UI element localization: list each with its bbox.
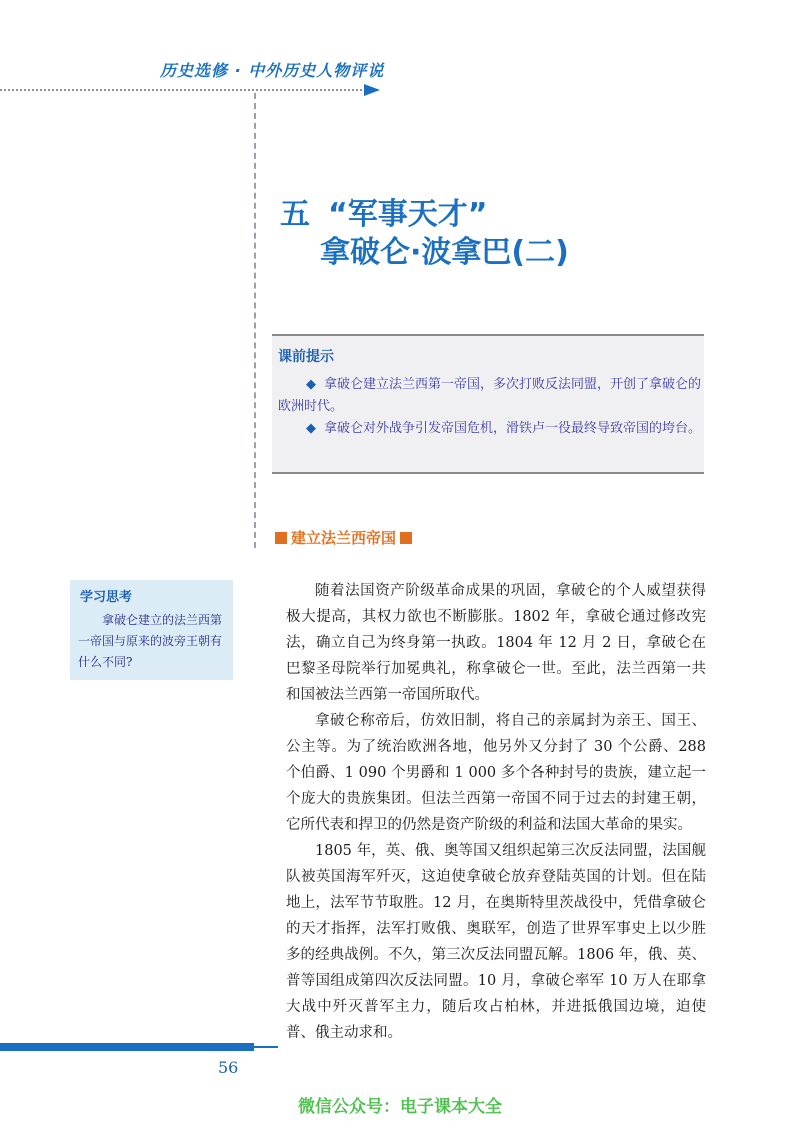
square-bullet-icon [400,532,412,544]
diamond-bullet-icon: ◆ [306,377,316,392]
sidebar-title: 学习思考 [80,590,133,605]
preview-bullet: ◆ 拿破仑建立法兰西第一帝国，多次打败反法同盟，开创了拿破仑的欧洲时代。 [278,377,702,414]
vertical-dashed-divider [254,93,256,548]
lesson-preview-box [272,334,704,474]
square-bullet-icon [275,532,287,544]
paragraph: 1805 年，英、俄、奥等国又组织起第三次反法同盟，法国舰队被英国海军歼灭，这迫使拿破仑放弃登陆英国的计划。但在陆地上，法军节节取胜。12 月，在奥斯特里茨战役中，凭借拿破仑的天才指挥，法军打败俄、奥联军，创造了世界军事史上以少胜多的经典战例。不久，第三次反法同盟瓦解。1806 年，俄、英、普等国组成第四次反法同盟。10 月，拿破仑率军 10 万人在耶拿大战中歼灭普军主力，随后攻占柏林，并进抵俄国边境，迫使普、俄主动求和。 [286,843,706,1041]
section-title: 建立法兰西帝国 [291,529,397,547]
diamond-bullet-icon: ◆ [306,421,316,436]
arrow-icon [364,84,380,96]
body-text [286,578,706,1046]
footer-bar-tail [254,1046,278,1048]
series-title: 历史选修 · 中外历史人物评说 [160,61,385,80]
preview-bullet: ◆ 拿破仑对外战争引发帝国危机，滑铁卢一役最终导致帝国的垮台。 [306,421,702,436]
chapter-title-line2: 拿破仑·波拿巴(二) [320,235,569,270]
sidebar-question: 拿破仑建立的法兰西第一帝国与原来的波旁王朝有什么不同? [78,613,223,669]
paragraph: 拿破仑称帝后，仿效旧制，将自己的亲属封为亲王、国王、公主等。为了统治欧洲各地，他另外又分封了 30 个公爵、288 个伯爵、1 090 个男爵和 1 000 多个各种封号的贵族，建立起一个庞大的贵族集团。但法兰西第一帝国不同于过去的封建王朝，它所代表和捍卫的仍然是资产阶级的利益和法国大革命的果实。 [286,713,706,833]
section-heading [275,527,412,548]
study-thinking-sidebar [70,580,233,680]
page-number: 56 [218,1058,239,1077]
preview-title: 课前提示 [278,349,334,365]
footer-bar [0,1043,254,1051]
chapter-number: 五 [280,197,310,232]
chapter-title-line1: “军事天才” [328,197,488,232]
watermark: 微信公众号：电子课本大全 [298,1097,502,1117]
chapter-title [280,196,569,272]
paragraph: 随着法国资产阶级革命成果的巩固，拿破仑的个人威望获得极大提高，其权力欲也不断膨胀。1802 年，拿破仑通过修改宪法，确立自己为终身第一执政。1804 年 12 月 2 日，拿破仑在巴黎圣母院举行加冕典礼，称拿破仑一世。至此，法兰西第一共和国被法兰西第一帝国所取代。 [286,583,706,703]
header-dotted-rule [0,89,366,91]
